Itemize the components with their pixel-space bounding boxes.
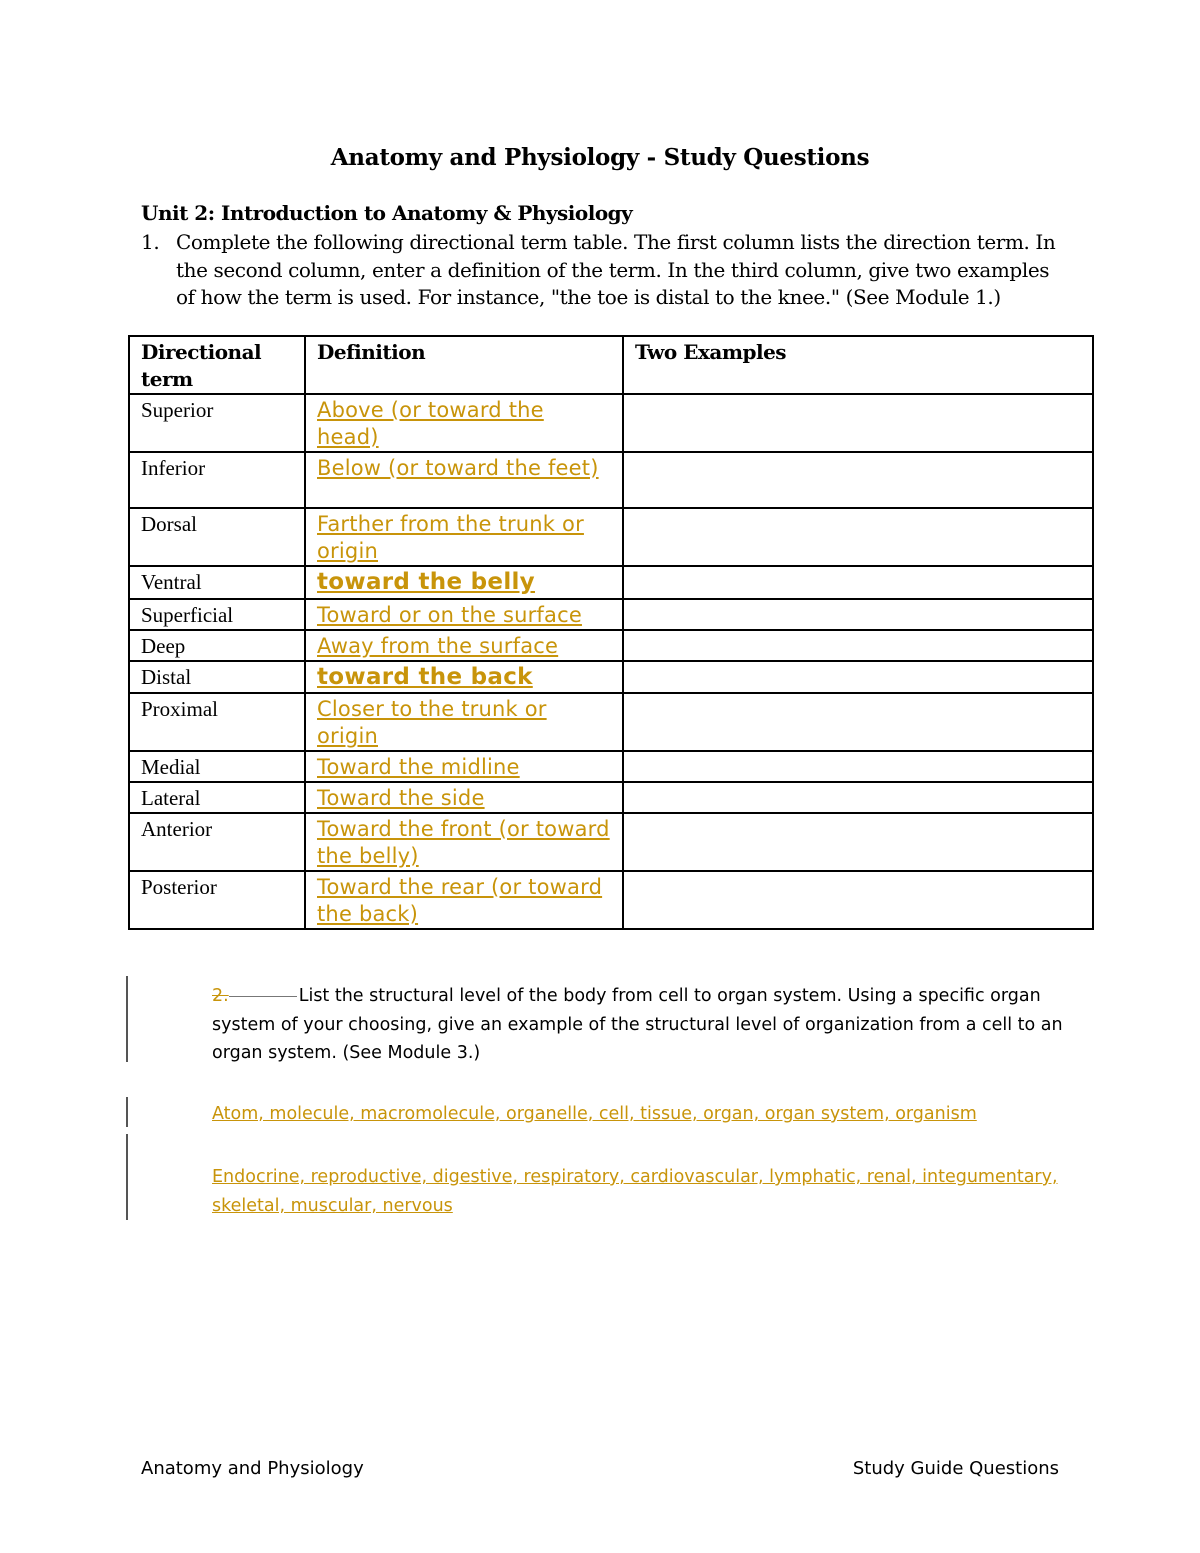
table-row	[129, 452, 1093, 508]
definition-cell[interactable]: Away from the surface	[305, 630, 623, 661]
header-definition: Definition	[305, 336, 623, 394]
answer-organ-systems: Endocrine, reproductive, digestive, respiratory, cardiovascular, lymphatic, renal, integumentary, skeletal, muscular, nervous	[212, 1167, 1058, 1216]
question-2	[212, 982, 1082, 1068]
definition-cell[interactable]: Toward the midline	[305, 751, 623, 782]
term-cell: Lateral	[129, 782, 305, 813]
question-1	[141, 229, 1071, 312]
examples-cell[interactable]	[623, 566, 1093, 599]
examples-cell[interactable]	[623, 452, 1093, 508]
definition-cell[interactable]: Above (or toward the head)	[305, 394, 623, 452]
term-cell: Medial	[129, 751, 305, 782]
table-row	[129, 782, 1093, 813]
definition-cell[interactable]: Farther from the trunk or origin	[305, 508, 623, 566]
examples-cell[interactable]	[623, 871, 1093, 929]
directional-term-table	[128, 335, 1094, 930]
table-row	[129, 599, 1093, 630]
table-row	[129, 630, 1093, 661]
term-cell: Posterior	[129, 871, 305, 929]
question-2-text: List the structural level of the body from cell to organ system. Using a specific organ system of your choosing, give an example of the structural level of organization from a cell to an organ system. (See Module 3.)	[212, 986, 1063, 1063]
examples-cell[interactable]	[623, 661, 1093, 693]
definition-cell[interactable]: Below (or toward the feet)	[305, 452, 623, 508]
definition-cell[interactable]: Toward the side	[305, 782, 623, 813]
examples-cell[interactable]	[623, 508, 1093, 566]
table-row	[129, 813, 1093, 871]
examples-cell[interactable]	[623, 782, 1093, 813]
definition-cell[interactable]: toward the back	[305, 661, 623, 693]
definition-cell[interactable]: toward the belly	[305, 566, 623, 599]
examples-cell[interactable]	[623, 599, 1093, 630]
examples-cell[interactable]	[623, 630, 1093, 661]
table-row	[129, 661, 1093, 693]
question-2-number: 2.	[212, 986, 229, 1006]
term-cell: Deep	[129, 630, 305, 661]
change-bar	[126, 1097, 128, 1127]
table-row	[129, 508, 1093, 566]
definition-cell[interactable]: Toward the front (or toward the belly)	[305, 813, 623, 871]
term-cell: Ventral	[129, 566, 305, 599]
term-cell: Inferior	[129, 452, 305, 508]
table-row	[129, 693, 1093, 751]
examples-cell[interactable]	[623, 751, 1093, 782]
definition-cell[interactable]: Toward or on the surface	[305, 599, 623, 630]
term-cell: Distal	[129, 661, 305, 693]
header-two-examples: Two Examples	[623, 336, 1093, 394]
tab-leader	[229, 996, 297, 997]
page-title: Anatomy and Physiology - Study Questions	[330, 144, 870, 171]
question-1-number: 1.	[141, 230, 160, 254]
term-cell: Superior	[129, 394, 305, 452]
table-row	[129, 871, 1093, 929]
definition-cell[interactable]: Toward the rear (or toward the back)	[305, 871, 623, 929]
header-directional-term: Directional term	[129, 336, 305, 394]
term-cell: Superficial	[129, 599, 305, 630]
table-row	[129, 751, 1093, 782]
table-header-row	[129, 336, 1093, 394]
table-row	[129, 566, 1093, 599]
table-row	[129, 394, 1093, 452]
term-cell: Dorsal	[129, 508, 305, 566]
examples-cell[interactable]	[623, 693, 1093, 751]
term-cell: Proximal	[129, 693, 305, 751]
footer-left: Anatomy and Physiology	[141, 1458, 364, 1479]
change-bar	[126, 976, 128, 1062]
question-1-text: Complete the following directional term table. The first column lists the direction term. In the second column, enter a definition of the term. In the third column, give two examples of how the term is used. For instance, "the toe is distal to the knee." (See Module 1.)	[176, 230, 1056, 309]
examples-cell[interactable]	[623, 394, 1093, 452]
unit-heading: Unit 2: Introduction to Anatomy & Physiology	[141, 201, 633, 225]
examples-cell[interactable]	[623, 813, 1093, 871]
change-bar	[126, 1134, 128, 1220]
definition-cell[interactable]: Closer to the trunk or origin	[305, 693, 623, 751]
footer-right: Study Guide Questions	[852, 1458, 1059, 1479]
answer-structural-levels: Atom, molecule, macromolecule, organelle, cell, tissue, organ, organ system, organism	[212, 1104, 977, 1124]
term-cell: Anterior	[129, 813, 305, 871]
